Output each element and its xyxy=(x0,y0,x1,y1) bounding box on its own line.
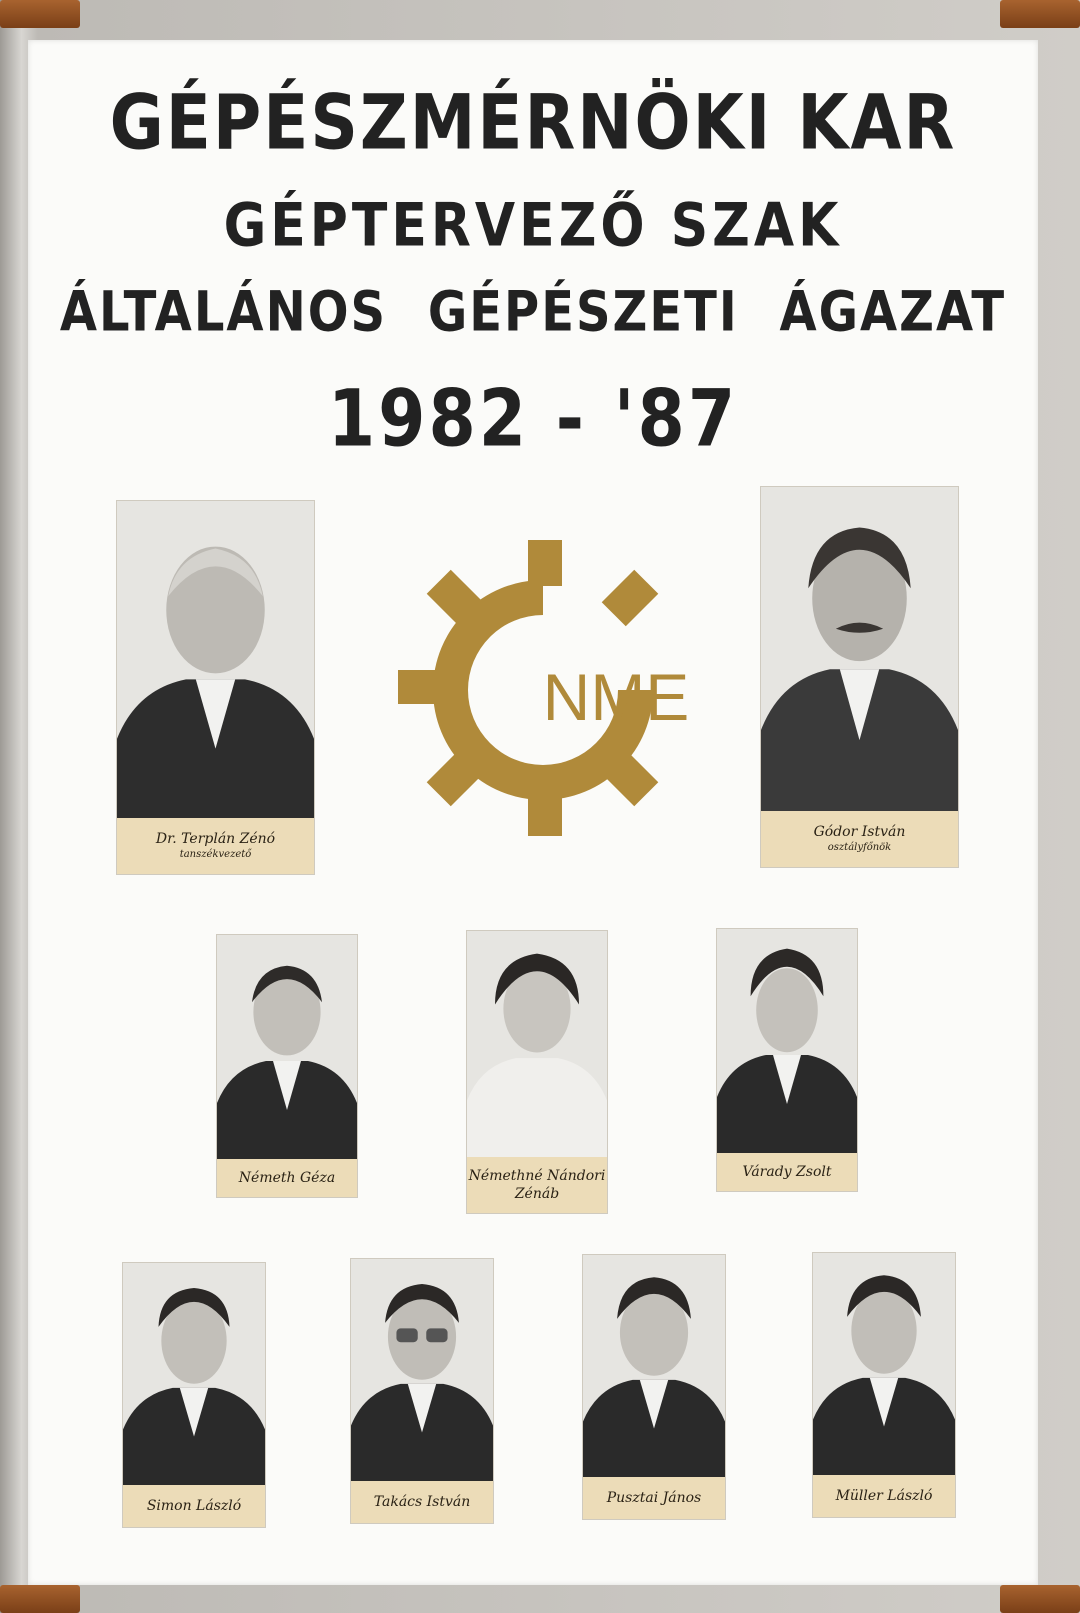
nameplate xyxy=(467,1157,607,1213)
portrait-photo xyxy=(351,1259,493,1481)
person-icon xyxy=(583,1255,725,1477)
person-name: Gódor István xyxy=(813,824,906,840)
person-name: Pusztai János xyxy=(606,1490,702,1506)
person-name: Takács István xyxy=(373,1494,471,1510)
corner-clip xyxy=(1000,0,1080,28)
portrait-photo xyxy=(467,931,607,1157)
nameplate xyxy=(717,1153,857,1191)
person-icon xyxy=(761,487,958,811)
nameplate xyxy=(117,818,314,874)
person-icon xyxy=(217,935,357,1159)
photo-card xyxy=(350,1258,494,1524)
faculty-title: GÉPÉSZMÉRNÖKI KAR xyxy=(109,78,957,167)
photo-card xyxy=(116,500,315,875)
corner-clip xyxy=(0,1585,80,1613)
person-icon xyxy=(467,931,607,1157)
photo-card xyxy=(812,1252,956,1518)
nameplate xyxy=(761,811,958,867)
nme-gear-logo xyxy=(378,520,708,860)
photo-card xyxy=(582,1254,726,1520)
photo-card xyxy=(466,930,608,1214)
person-icon xyxy=(123,1263,265,1485)
portrait-photo xyxy=(123,1263,265,1485)
portrait-photo xyxy=(813,1253,955,1475)
portrait-photo xyxy=(583,1255,725,1477)
portrait-photo xyxy=(217,935,357,1159)
nameplate xyxy=(351,1481,493,1523)
person-name: Dr. Terplán Zénó xyxy=(155,831,276,847)
portrait-photo xyxy=(117,501,314,818)
photo-card xyxy=(760,486,959,868)
nameplate xyxy=(123,1485,265,1527)
person-icon xyxy=(117,501,314,818)
photo-card xyxy=(122,1262,266,1528)
years-title: 1982 - '87 xyxy=(327,374,739,465)
person-role: tanszékvezető xyxy=(179,849,252,860)
photo-card xyxy=(716,928,858,1192)
nameplate xyxy=(583,1477,725,1519)
photo-card xyxy=(216,934,358,1198)
person-name: Németh Géza xyxy=(238,1170,336,1186)
person-icon xyxy=(351,1259,493,1481)
person-icon xyxy=(813,1253,955,1475)
person-icon xyxy=(717,929,857,1153)
corner-clip xyxy=(0,0,80,28)
portrait-photo xyxy=(717,929,857,1153)
logo-text: NME xyxy=(542,660,690,734)
person-name: Simon László xyxy=(146,1498,242,1514)
person-name: Várady Zsolt xyxy=(742,1164,832,1180)
specialization-title: ÁLTALÁNOS GÉPÉSZETI ÁGAZAT xyxy=(59,279,1007,345)
person-role: osztályfőnök xyxy=(827,842,892,853)
portrait-photo xyxy=(761,487,958,811)
nameplate xyxy=(217,1159,357,1197)
person-name: Némethné Nándori Zénáb xyxy=(468,1168,606,1202)
program-title: GÉPTERVEZŐ SZAK xyxy=(223,191,843,261)
corner-clip xyxy=(1000,1585,1080,1613)
nameplate xyxy=(813,1475,955,1517)
person-name: Müller László xyxy=(835,1488,933,1504)
